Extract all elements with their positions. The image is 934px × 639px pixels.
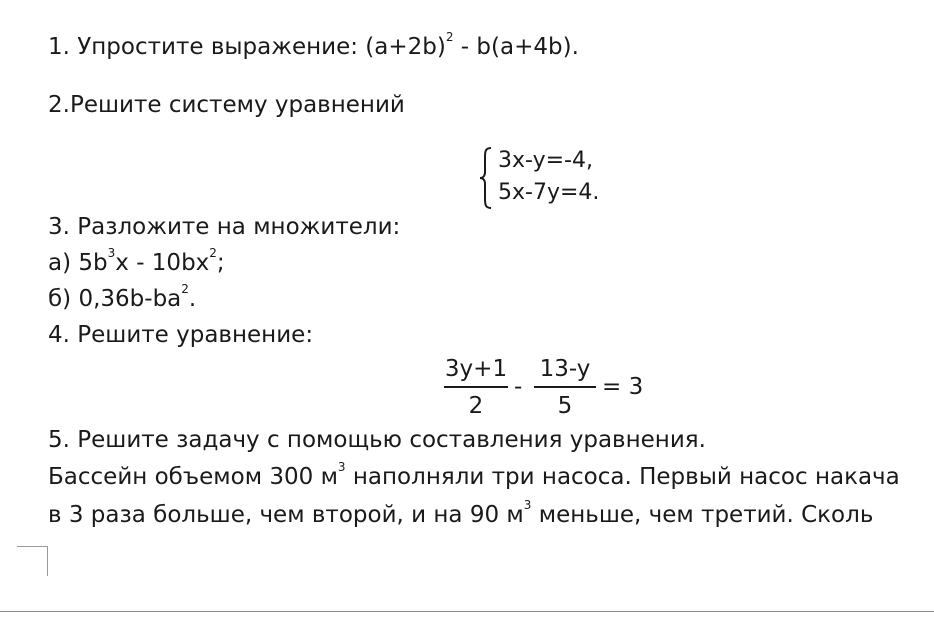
task-5-line-1-text-end: наполняли три насоса. Первый насос накача bbox=[345, 464, 900, 490]
part-a-text-mid: x - 10bx bbox=[115, 250, 210, 276]
page-bottom-rule bbox=[0, 611, 934, 612]
fraction-1 bbox=[444, 354, 508, 421]
part-b-text: б) 0,36b-ba bbox=[48, 286, 182, 312]
task-5-line-2-exponent: 3 bbox=[523, 498, 532, 513]
task-3-heading: 3. Разложите на множители: bbox=[48, 214, 401, 240]
page-corner-mark bbox=[17, 546, 48, 576]
task-5-line-2 bbox=[48, 500, 873, 530]
task-3-part-b bbox=[48, 284, 196, 314]
part-b-text-end: . bbox=[188, 286, 197, 312]
part-b-exponent: 2 bbox=[181, 282, 189, 297]
task-1 bbox=[48, 32, 579, 62]
part-a-text-end: ; bbox=[216, 250, 225, 276]
task-3-part-a bbox=[48, 248, 225, 278]
task-5-line-1-exponent: 3 bbox=[337, 460, 346, 475]
fraction-1-numerator: 3y+1 bbox=[444, 356, 508, 382]
task-1-text: 1. Упростите выражение: (a+2b) bbox=[48, 34, 446, 60]
system-equation-2: 5x-7y=4. bbox=[498, 180, 600, 205]
task-1-exponent: 2 bbox=[445, 30, 454, 45]
part-a-exponent-1: 3 bbox=[107, 246, 116, 261]
fraction-2 bbox=[534, 354, 596, 421]
equation-rhs: = 3 bbox=[602, 374, 644, 400]
task-5-heading: 5. Решите задачу с помощью составления уравнения. bbox=[48, 427, 706, 453]
task-5-line-1 bbox=[48, 462, 900, 492]
part-a-text: а) 5b bbox=[48, 250, 108, 276]
fraction-1-bar bbox=[444, 386, 508, 388]
fraction-2-denominator: 5 bbox=[557, 393, 573, 419]
system-equation-1: 3x-y=-4, bbox=[498, 148, 593, 173]
fraction-2-numerator: 13-y bbox=[539, 356, 591, 382]
minus-sign: - bbox=[514, 374, 523, 400]
fraction-1-denominator: 2 bbox=[468, 393, 484, 419]
part-a-exponent-2: 2 bbox=[209, 246, 217, 261]
task-5-line-2-text: в 3 раза больше, чем второй, и на 90 м bbox=[48, 502, 524, 528]
task-1-text-end: - b(a+4b). bbox=[453, 34, 579, 60]
fraction-2-bar bbox=[534, 386, 596, 388]
task-2-heading: 2.Решите систему уравнений bbox=[48, 92, 405, 118]
task-5-line-1-text: Бассейн объемом 300 м bbox=[48, 464, 338, 490]
task-5-line-2-text-end: меньше, чем третий. Сколь bbox=[531, 502, 874, 528]
task-4-heading: 4. Решите уравнение: bbox=[48, 322, 314, 348]
left-brace-icon bbox=[478, 146, 494, 210]
